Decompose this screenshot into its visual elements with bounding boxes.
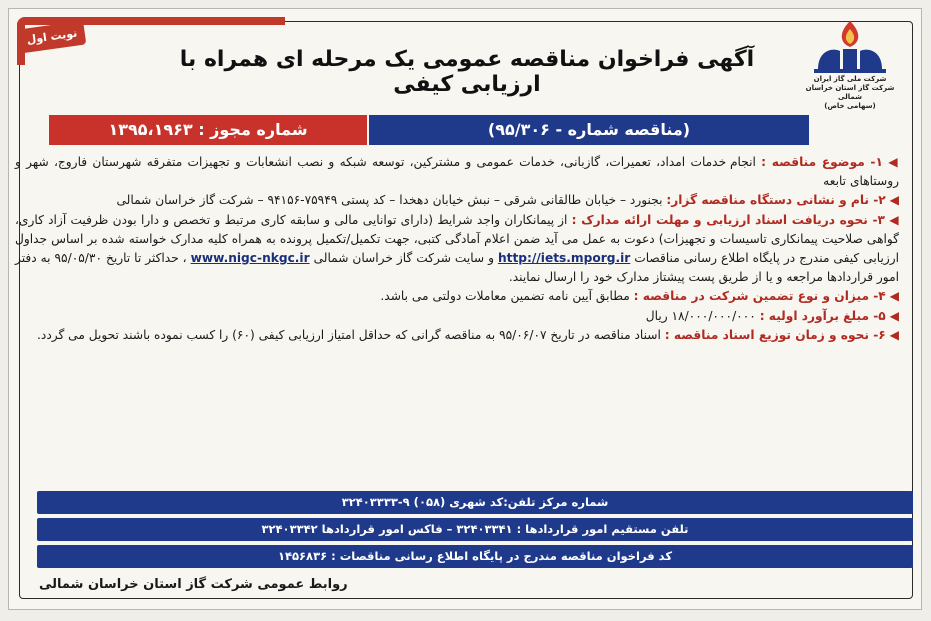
item-label: ۴- میزان و نوع تضمین شرکت در مناقصه : <box>633 289 886 304</box>
item-label: ۳- نحوه دریافت اسناد ارزیابی و مهلت ارائه مدارک : <box>571 212 885 227</box>
logo-line-1: شرکت ملی گاز ایران <box>813 75 887 83</box>
logo-line-3: (سهامی خاص) <box>824 102 876 110</box>
bullet-triangle-icon: ◀ <box>889 212 900 227</box>
bullet-triangle-icon: ◀ <box>889 193 899 208</box>
company-logo <box>795 17 905 113</box>
item-address <box>15 191 899 210</box>
contact-bars <box>37 491 913 572</box>
public-relations-signature: روابط عمومی شرکت گاز استان خراسان شمالی <box>39 577 348 592</box>
logo-line-2: شرکت گاز استان خراسان شمالی <box>805 84 895 101</box>
notice-title: آگهی فراخوان مناقصه عمومی یک مرحله ای همراه با ارزیابی کیفی <box>179 47 755 97</box>
item-guarantee <box>15 287 899 306</box>
item-text: مطابق آیین نامه تضمین معاملات دولتی می باشد. <box>380 289 630 304</box>
item-label: ۲- نام و نشانی دستگاه مناقصه گزار: <box>666 193 886 208</box>
tender-number: (مناقصه شماره - ۹۵/۳۰۶) <box>369 115 809 145</box>
nigc-link[interactable]: www.nigc-nkgc.ir <box>190 251 310 266</box>
item-label: ۵- مبلغ برآورد اولیه : <box>759 308 886 323</box>
item-text: ۱۸/۰۰۰/۰۰۰/۰۰۰ ریال <box>645 308 756 323</box>
iets-link[interactable]: http://iets.mporg.ir <box>497 251 631 266</box>
item-label: ۱- موضوع مناقصه : <box>761 155 883 169</box>
gas-flame-logo-icon <box>810 17 890 75</box>
tender-code-bar: کد فراخوان مناقصه مندرج در پایگاه اطلاع رسانی مناقصات : ۱۴۵۶۸۳۶ <box>37 545 913 568</box>
bullet-triangle-icon: ◀ <box>889 289 899 304</box>
item-documents <box>15 211 899 288</box>
notice-body <box>15 153 899 345</box>
bullet-triangle-icon: ◀ <box>889 308 899 323</box>
number-bars <box>49 115 809 145</box>
item-text: انجام خدمات امداد، تعمیرات، گازبانی، خدمات عمومی و مشترکین، توسعه شبکه و نصب انشعابات و تجهیزات متفرقه شهرستان فاروج، شهر و روستاهای تابعه <box>15 155 899 189</box>
item-subject <box>15 153 899 191</box>
newspaper-clipping <box>8 8 922 610</box>
bullet-triangle-icon: ◀ <box>889 327 899 342</box>
first-round-badge: نوبت اول <box>18 21 87 54</box>
item-text: بجنورد – خیابان طالقانی شرقی – نبش خیابان دهخدا – کد پستی ۷۵۹۴۹-۹۴۱۵۶ – شرکت گاز خراسان شمالی <box>116 193 663 208</box>
contracts-phone-bar: تلفن مستقیم امور قراردادها : ۳۲۴۰۳۳۴۱ – فاکس امور قراردادها ۳۲۴۰۳۳۴۲ <box>37 518 913 541</box>
item-distribution <box>15 326 899 345</box>
notice-header <box>21 17 911 113</box>
item-text: اسناد مناقصه در تاریخ ۹۵/۰۶/۰۷ به مناقصه گرانی که حداقل امتیاز ارزیابی کیفی (۶۰) را کسب نموده باشند تحویل می گردد. <box>37 327 661 342</box>
item-estimate <box>15 307 899 326</box>
bullet-triangle-icon: ◀ <box>888 155 899 169</box>
item-text-a: از پیمانکاران واجد شرایط (دارای توانایی مالی و سابقه کاری مرتبط و تخصص و دارا بودن ظرفیت آزاد کاری، گواهی صلاحیت پیمانکاری تاسیسات و تجهیزات) دعوت به عمل می آید ضمن اعلام آمادگی کتبی، جهت تکمیل/تکمیل پرونده به همراه کلیه مدارک خواسته شده بر اساس جداول ارزیابی کیفی مندرج در پایگاه اطلاع رسانی مناقصات <box>15 212 899 266</box>
permit-number: شماره مجوز : ۱۳۹۵،۱۹۶۳ <box>49 115 367 145</box>
item-text-b: و سایت شرکت گاز خراسان شمالی <box>313 251 494 266</box>
item-label: ۶- نحوه و زمان توزیع اسناد مناقصه : <box>664 327 886 342</box>
item-text-c: ، حداکثر تا تاریخ ۹۵/۰۵/۳۰ به دفتر امور قراردادها مراجعه و یا از طریق پست پیشتاز مدارک خود را ارسال نمایند. <box>15 251 899 285</box>
phone-center-bar: شماره مرکز تلفن:کد شهری (۰۵۸) ۹-۳۲۴۰۳۳۳۳ <box>37 491 913 514</box>
